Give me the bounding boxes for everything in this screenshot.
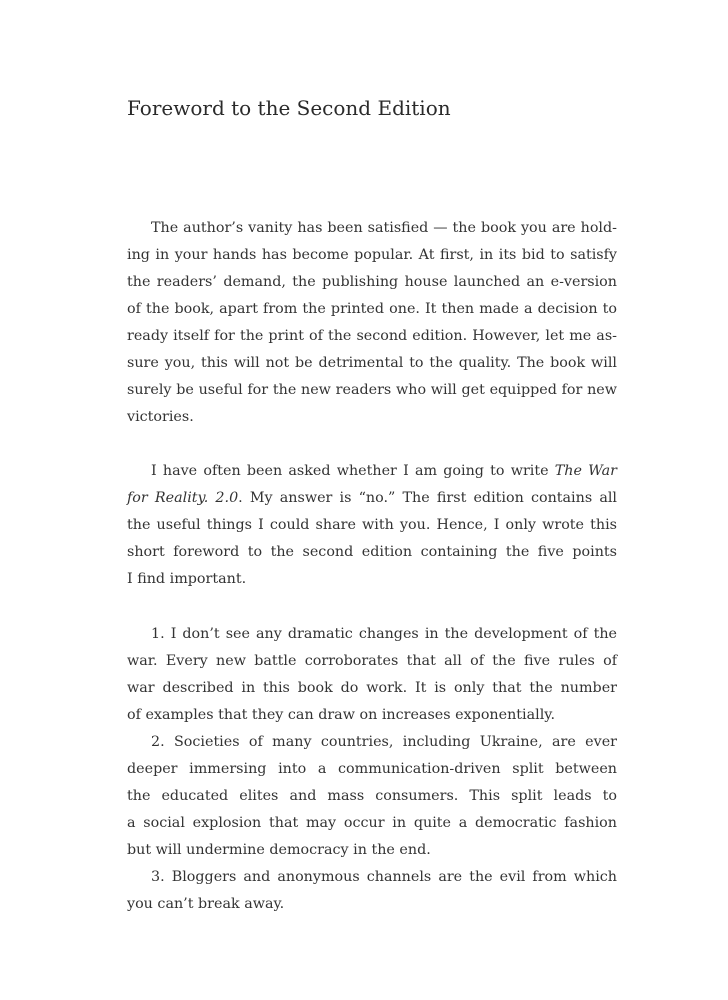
list-item-2-line: the educated elites and mass consumers. This split leads to [127, 788, 617, 804]
list-item-2-line: a social explosion that may occur in quite a democratic fashion [127, 815, 617, 831]
text-run: I have often been asked whether I am going to write [151, 463, 555, 479]
list-item-2-line: 2. Societies of many countries, including Ukraine, are ever [151, 734, 617, 750]
book-title-italic: for Reality. 2.0 [127, 490, 239, 506]
paragraph-1 [127, 215, 617, 431]
list-item-1-line: 1. I don’t see any dramatic changes in the development of the [151, 626, 617, 642]
paragraph-line: of the book, apart from the printed one. It then made a decision to [127, 301, 617, 317]
list-item-1-line: war. Every new battle corroborates that all of the five rules of [127, 653, 617, 669]
paragraph-line: short foreword to the second edition containing the five points [127, 544, 617, 560]
list-item-3-line: you can’t break away. [127, 896, 285, 912]
list-item-1-line: of examples that they can draw on increases exponentially. [127, 707, 556, 723]
paragraph-line: surely be useful for the new readers who will get equipped for new [127, 382, 617, 398]
book-title-italic: The War [554, 463, 617, 479]
chapter-title: Foreword to the Second Edition [127, 96, 451, 120]
list-item-2-line: deeper immersing into a communication-driven split between [127, 761, 617, 777]
paragraph-2 [127, 458, 617, 593]
list-item-2-line: but will undermine democracy in the end. [127, 842, 431, 858]
numbered-list [127, 621, 617, 918]
list-item-1-line: war described in this book do work. It is only that the number [127, 680, 617, 696]
paragraph-line [127, 458, 617, 485]
paragraph-line: sure you, this will not be detrimental to the quality. The book will [127, 355, 617, 371]
text-run: . My answer is “no.” The first edition contains all [238, 490, 617, 506]
paragraph-line: ing in your hands has become popular. At first, in its bid to satisfy [127, 247, 617, 263]
paragraph-line: the useful things I could share with you. Hence, I only wrote this [127, 517, 617, 533]
paragraph-line: victories. [127, 409, 194, 425]
paragraph-line: I find important. [127, 571, 247, 587]
paragraph-line: the readers’ demand, the publishing house launched an e-version [127, 274, 617, 290]
paragraph-line: ready itself for the print of the second edition. However, let me as- [127, 328, 617, 344]
paragraph-line [127, 485, 617, 512]
list-item-3-line: 3. Bloggers and anonymous channels are the evil from which [151, 869, 617, 885]
paragraph-line: The author’s vanity has been satisfied — the book you are hold- [151, 220, 617, 236]
